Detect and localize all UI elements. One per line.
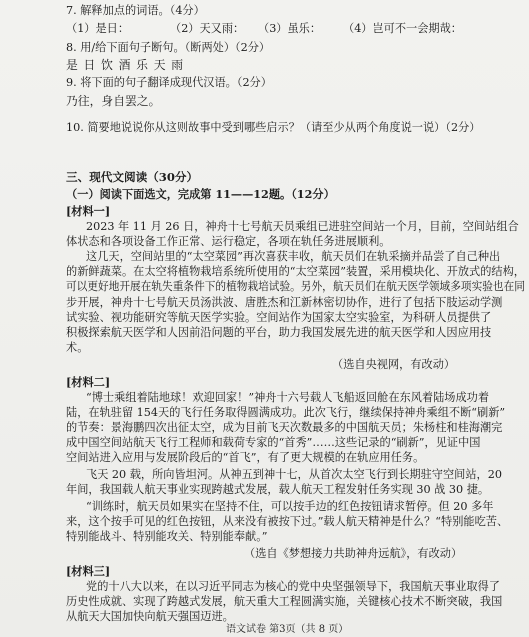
page-footer: 语文试卷 第3页（共 8 页）: [226, 624, 349, 635]
material-2-line: 飞天 20 载，所向皆坦河。从神五到神十七，从首次太空飞行到长期驻守空间站，20: [86, 468, 502, 481]
material-1-line: 术。: [66, 341, 89, 354]
material-2-line: 空间站进入应用与发展阶段后的“首飞”，有了更大规模的在轨应用任务。: [66, 451, 425, 464]
material-3-label: [材料三]: [66, 564, 111, 578]
material-3-line: 历史性成就、实现了跨越式发展，航天重大工程圆满实施，关键核心技术不断突破，我国: [66, 595, 503, 608]
material-2-line: 成中国空间站航天飞行工程师和载荷专家的“首秀”……这些记录的“刷新”，见证中国: [66, 436, 481, 449]
material-2-line: 的节奏：景海鹏四次出征太空，成为目前飞天次数最多的中国航天员；朱杨柱和桂海潮完: [66, 421, 503, 434]
section-3-heading: 三、现代文阅读（30分）: [66, 170, 199, 184]
material-2-line: “训练时，航天员如果实在坚持不住，可以按手边的红色按钮请求暂停。但 20 多年: [86, 500, 494, 513]
material-1-line: 试实验、视功能研究等航天医学实验。空间站作为国家太空实验室，为科研人员提供了: [66, 311, 492, 324]
material-1-line: 可以更好地开展在轨失重条件下的植物栽培试验。另外，航天员们在航天医学领域多项实验也在同: [66, 280, 525, 293]
material-3-line: 从航天大国加快向航天强国迈进。: [66, 610, 234, 623]
question-7-title: 7. 解释加点的词语。（4分）: [66, 4, 205, 17]
question-9-title: 9. 将下面的句子翻译成现代汉语。（2分）: [66, 76, 272, 89]
material-1-source: （选自央视网，有改动）: [332, 358, 456, 371]
question-7-item-1: （1）是日：: [66, 22, 130, 35]
material-2-label: [材料二]: [66, 375, 111, 389]
section-3-subheading: （一）阅读下面选文，完成第 11——12题。（12分）: [66, 187, 335, 201]
material-1-line: 2023 年 11 月 26 日，神舟十七号航天员乘组已进驻空间站一个月，目前，空间站组合: [86, 220, 519, 233]
material-1-line: 这几天，空间站里的“太空菜园”再次喜获丰收，航天员们在轨采摘并品尝了自己种出: [86, 250, 501, 263]
material-1-line: 积极探索航天医学和人因前沿问题的平台，助力我国发展先进的航天医学和人因应用技: [66, 326, 492, 339]
material-2-line: 年间，我国载人航天事业实现跨越式发展，载人航天工程发射任务实现 30 战 30 捷。: [66, 483, 490, 496]
question-9-sentence: 乃往，身自罢之。: [66, 94, 161, 108]
question-8-sentence: 是 日 饮 酒 乐 天 雨: [66, 58, 185, 72]
question-10-title: 10. 简要地说说你从这则故事中受到哪些启示？（请至少从两个角度说一说）（2分）: [66, 121, 481, 134]
question-7-item-2: （2）天又雨：: [170, 22, 245, 35]
question-8-title: 8. 用/给下面句子断句。（断两处）（2分）: [66, 41, 271, 54]
material-1-label: [材料一]: [66, 204, 111, 218]
question-7-item-4: （4）岂可不一会期哉：: [343, 22, 462, 35]
material-1-line: 步开展，神舟十七号航天员汤洪波、唐胜杰和江新林密切协作，进行了包括下肢运动学测: [66, 296, 503, 309]
material-1-line: 体状态和各项设备工作正常、运行稳定，各项在轨任务进展顺利。: [66, 235, 391, 248]
material-2-line: “博士乘组着陆地球！欢迎回家！”神舟十六号载人飞船返回舱在东风着陆场成功着: [86, 391, 490, 404]
material-2-source: （选自《梦想接力共助神舟远航》，有改动）: [244, 547, 463, 560]
material-2-line: 陆，在轨驻留 154天的飞行任务取得圆满成功。此次飞行，继续保持神舟乘组不断“刷新”: [66, 406, 506, 419]
material-2-line: 来，这个按手可见的红色按钮，从来没有被按下过。”载人航天精神是什么？“特别能吃苦、: [66, 515, 509, 528]
question-7-item-3: （3）虽乐：: [258, 22, 322, 35]
material-1-line: 的新鲜蔬菜。在太空将植物栽培系统所使用的“太空菜园”装置，采用模块化、开放式的结构，: [66, 265, 525, 278]
material-3-line: 党的十八大以来，在以习近平同志为核心的党中央坚强领导下，我国航天事业取得了: [86, 580, 500, 593]
material-2-line: 特别能战斗、特别能攻关、特别能奉献。”: [66, 530, 268, 543]
